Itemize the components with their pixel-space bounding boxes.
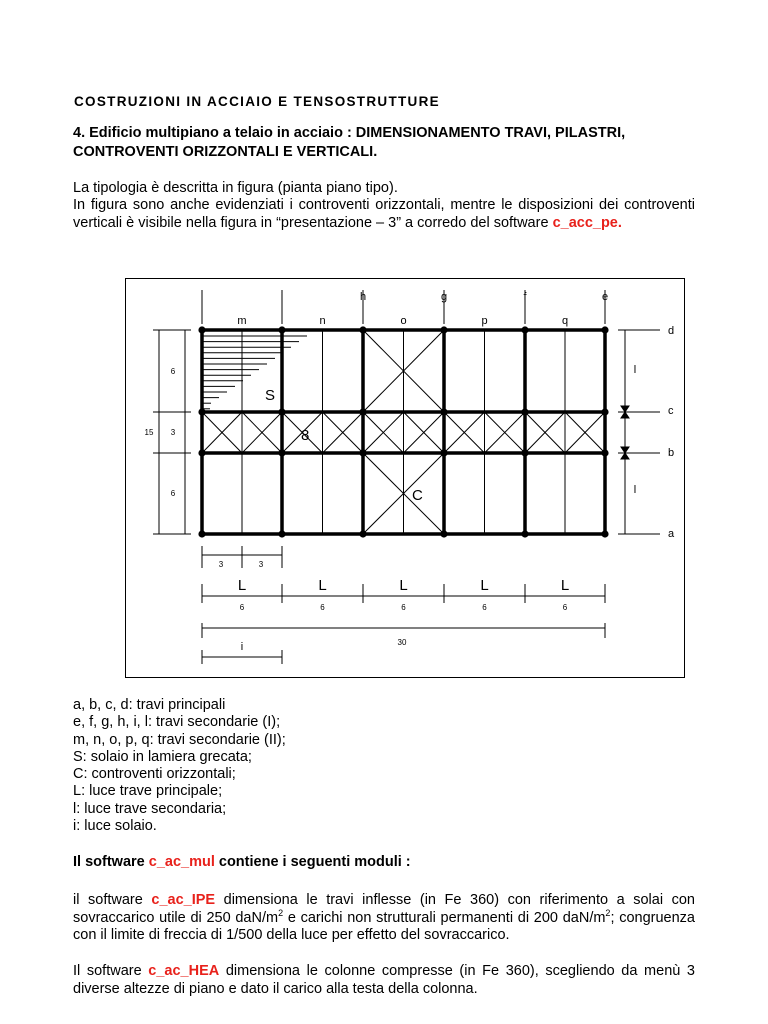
legend-item: S: solaio in lamiera grecata; bbox=[73, 748, 252, 765]
grid-label-bay: o bbox=[400, 315, 407, 327]
node bbox=[278, 449, 285, 456]
intro-line-2: In figura sono anche evidenziati i controventi orizzontali, mentre le disposizioni dei controventi verticali è visibile nella figura in “presentazione – 3” a corredo del software bbox=[73, 197, 695, 231]
ipe-text-a: dimensiona le travi inflesse (in Fe 360) con riferimento a solai con sovraccarico utile di 250 daN/m bbox=[73, 892, 695, 926]
software-name-c-ac-hea: c_ac_HEA bbox=[148, 963, 220, 979]
secondary-beam-label: 8 bbox=[301, 427, 310, 444]
span-value: 6 bbox=[239, 603, 245, 612]
left-dim-1: 6 bbox=[170, 367, 176, 376]
software-name-c-acc-pe: c_acc_pe. bbox=[552, 214, 622, 231]
node bbox=[521, 408, 528, 415]
grid-label-bay: p bbox=[481, 315, 488, 327]
node bbox=[521, 530, 528, 537]
span-value: 6 bbox=[320, 603, 325, 612]
legend-item: m, n, o, p, q: travi secondarie (II); bbox=[73, 731, 286, 748]
slab-label: S bbox=[265, 387, 276, 404]
left-dim-total: 15 bbox=[144, 428, 154, 437]
right-label-a: a bbox=[668, 528, 675, 540]
span-letter: L bbox=[399, 577, 408, 594]
node bbox=[601, 449, 608, 456]
right-label-c: c bbox=[668, 405, 674, 417]
grid-label-top: h bbox=[359, 291, 367, 303]
node bbox=[359, 449, 366, 456]
ipe-exp-2: 2 bbox=[605, 907, 611, 918]
section-title: 4. Edificio multipiano a telaio in acciaio : DIMENSIONAMENTO TRAVI, PILASTRI, CONTROVENTI ORIZZONTALI E VERTICALI. bbox=[73, 125, 626, 160]
hea-prefix: Il software bbox=[73, 963, 149, 979]
grid-label-top: e bbox=[601, 291, 609, 303]
document-heading: COSTRUZIONI IN ACCIAIO E TENSOSTRUTTURE bbox=[74, 94, 440, 109]
node bbox=[198, 326, 205, 333]
span-value: 6 bbox=[401, 603, 406, 612]
node bbox=[521, 326, 528, 333]
sub-dim-1: 3 bbox=[218, 560, 224, 569]
ipe-paragraph bbox=[73, 892, 695, 945]
right-dim-upper: l bbox=[633, 364, 637, 376]
legend-item: l: luce trave secondaria; bbox=[73, 800, 227, 817]
ipe-prefix: il software bbox=[73, 892, 152, 908]
node bbox=[440, 408, 447, 415]
total-length: 30 bbox=[397, 638, 407, 647]
span-letter: L bbox=[237, 577, 247, 594]
node bbox=[198, 449, 205, 456]
grid-label-top: i bbox=[280, 291, 284, 303]
sub-dim-2: 3 bbox=[258, 560, 264, 569]
ipe-exp-1: 2 bbox=[278, 907, 284, 918]
node bbox=[440, 326, 447, 333]
legend-item: C: controventi orizzontali; bbox=[73, 766, 236, 783]
intro-line-1: La tipologia è descritta in figura (pianta piano tipo). bbox=[73, 180, 398, 196]
left-dim-2: 3 bbox=[170, 428, 176, 437]
node bbox=[440, 530, 447, 537]
node bbox=[601, 408, 608, 415]
node bbox=[198, 408, 205, 415]
right-label-b: b bbox=[668, 447, 675, 459]
span-letter: L bbox=[318, 577, 327, 594]
grid-label-top: f bbox=[523, 291, 527, 303]
right-label-d: d bbox=[668, 325, 675, 337]
span-letter: L bbox=[480, 577, 489, 594]
floor-plan-figure bbox=[125, 278, 685, 678]
node bbox=[601, 326, 608, 333]
right-dim-lower: l bbox=[633, 484, 637, 496]
bracing-label: C bbox=[412, 487, 423, 504]
node bbox=[198, 530, 205, 537]
grid-label-top: g bbox=[440, 291, 448, 303]
grid-label-bay: q bbox=[561, 315, 569, 327]
node bbox=[440, 449, 447, 456]
modules-prefix: Il software bbox=[73, 854, 149, 870]
node bbox=[521, 449, 528, 456]
intro-paragraph bbox=[73, 197, 695, 232]
slab-span-label: i bbox=[240, 641, 244, 653]
grid-label-bay: n bbox=[319, 315, 326, 327]
span-value: 6 bbox=[482, 603, 487, 612]
floor-plan-drawing bbox=[125, 278, 685, 678]
modules-intro bbox=[73, 854, 695, 872]
ipe-text-b: e carichi non strutturali permanenti di 200 daN/m bbox=[283, 909, 606, 926]
legend-item: e, f, g, h, i, l: travi secondarie (I); bbox=[73, 714, 281, 731]
node bbox=[278, 408, 285, 415]
software-name-c-ac-ipe: c_ac_IPE bbox=[151, 892, 216, 908]
legend-item: a, b, c, d: travi principali bbox=[73, 697, 226, 713]
node bbox=[359, 530, 366, 537]
software-name-c-ac-mul: c_ac_mul bbox=[148, 854, 215, 870]
span-letter: L bbox=[560, 577, 570, 594]
grid-label-top: l bbox=[200, 291, 204, 303]
left-dim-3: 6 bbox=[170, 489, 176, 498]
ipe-text-c: ; congruenza con il limite di freccia di 1/500 della luce per effetto del sovraccarico. bbox=[73, 909, 695, 943]
legend-item: L: luce trave principale; bbox=[73, 783, 223, 800]
legend-list bbox=[73, 697, 286, 835]
node bbox=[601, 530, 608, 537]
node bbox=[278, 326, 285, 333]
node bbox=[359, 326, 366, 333]
grid-label-bay: m bbox=[237, 315, 247, 327]
hea-paragraph bbox=[73, 963, 695, 998]
modules-suffix: contiene i seguenti moduli : bbox=[214, 854, 411, 870]
legend-item: i: luce solaio. bbox=[73, 818, 157, 835]
span-value: 6 bbox=[562, 603, 568, 612]
hea-text: dimensiona le colonne compresse (in Fe 360), scegliendo da menù 3 diverse altezze di piano e dato il carico alla testa della colonna. bbox=[73, 963, 695, 997]
node bbox=[359, 408, 366, 415]
node bbox=[278, 530, 285, 537]
